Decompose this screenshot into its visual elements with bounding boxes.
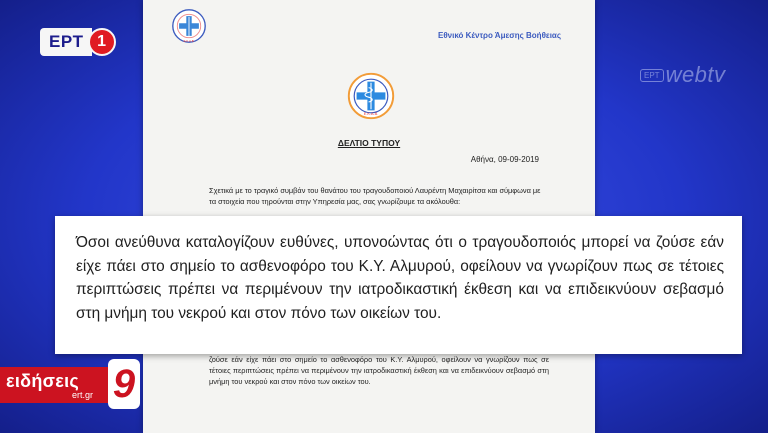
ekav-logo-large <box>347 72 395 120</box>
organization-name: Εθνικό Κέντρο Άμεσης Βοήθειας <box>438 31 561 40</box>
ert1-channel-logo <box>40 28 116 56</box>
webtv-watermark <box>640 62 726 88</box>
channel-name: ΕΡΤ <box>40 28 92 56</box>
press-release-heading: ΔΕΛΤΙΟ ΤΥΠΟΥ <box>337 138 401 148</box>
press-release-bottom-paragraph: ζούσε εάν είχε πάει στο σημείο το ασθενοφόρο του Κ.Υ. Αλμυρού, οφείλουν να γνωρίζουν πως σε τέτοιες περιπτώσεις πρέπει να περιμένουν την ιατροδικαστική έκθεση και να επιδεικνύουν σεβασμό στη μνήμη του νεκρού και στον πόνο των οικείων του. <box>209 355 549 386</box>
press-release-intro: Σχετικά με το τραγικό συμβάν του θανάτου του τραγουδοποιού Λαυρέντη Μαχαιρίτσα και σύμφωνα με τα στοιχεία που τηρούνται στην Υπηρεσία μας, σας γνωρίζουμε τα ακόλουθα: <box>209 186 541 206</box>
press-release-date: Αθήνα, 09-09-2019 <box>470 155 539 164</box>
news-label: ειδήσεις <box>6 371 80 391</box>
ekav-logo-small <box>171 8 207 44</box>
quote-caption-box <box>55 216 742 354</box>
news-number: 9 <box>112 362 136 406</box>
news-number-badge <box>108 359 140 409</box>
news-bug <box>0 357 141 411</box>
news-site: ert.gr <box>72 390 94 400</box>
ekav-logo-small-text: Ε.Κ.Α.Β. <box>183 38 195 43</box>
webtv-badge: ΕΡΤ <box>640 69 664 82</box>
quote-caption-text: Όσοι ανεύθυνα καταλογίζουν ευθύνες, υπονοώντας ότι ο τραγουδοποιός μπορεί να ζούσε εάν είχε πάει στο σημείο το ασθενοφόρο του Κ.Υ. Αλμυρού, οφείλουν να γνωρίζουν πως σε τέτοιες περιπτώσεις πρέπει να περιμένουν την ιατροδικαστική έκθεση και να επιδεικνύουν σεβασμό στη μνήμη του νεκρού και στον πόνο των οικείων του. <box>76 234 724 322</box>
ekav-logo-large-text: Ε.Κ.Α.Β. <box>363 112 379 117</box>
channel-number: 1 <box>88 28 116 56</box>
webtv-text: webtv <box>665 62 726 87</box>
